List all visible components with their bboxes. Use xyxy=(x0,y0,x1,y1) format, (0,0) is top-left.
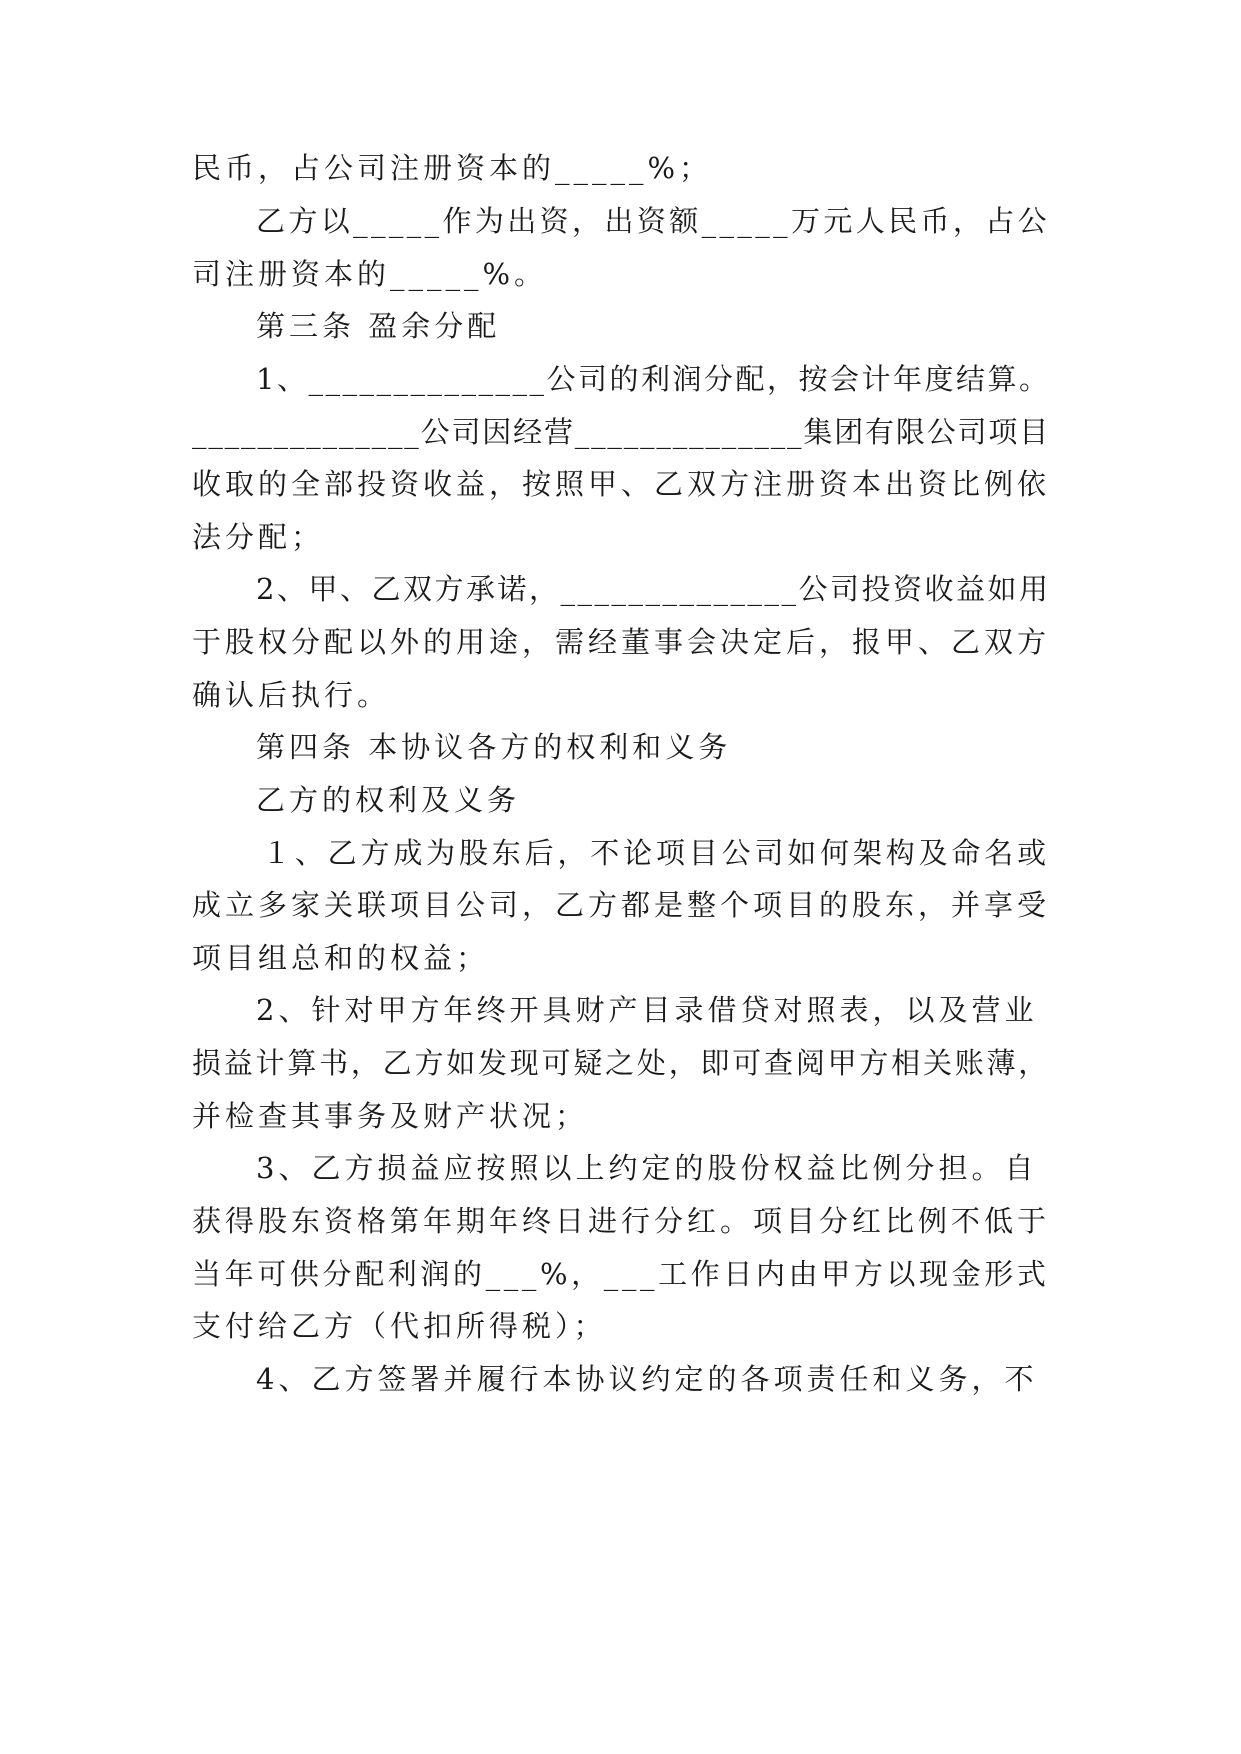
paragraph-line: 法分配； xyxy=(192,520,325,554)
paragraph-line: 当年可供分配利润的___%，___工作日内由甲方以现金形式 xyxy=(192,1257,1050,1291)
paragraph-line: 民币，占公司注册资本的_____%； xyxy=(192,151,713,185)
paragraph-line: 于股权分配以外的用途，需经董事会决定后，报甲、乙双方 xyxy=(192,625,1051,659)
paragraph-line: 3、乙方损益应按照以上约定的股份权益比例分担。自 xyxy=(256,1151,1038,1185)
section-heading: 乙方的权利及义务 xyxy=(256,783,521,817)
paragraph-line: 支付给乙方（代扣所得税）； xyxy=(192,1309,607,1343)
paragraph-line: 项目组总和的权益； xyxy=(192,941,490,975)
paragraph-line: 2、甲、乙双方承诺，______________公司投资收益如用 xyxy=(256,572,1051,606)
article-heading: 第三条 盈余分配 xyxy=(256,309,501,343)
paragraph-line: １、乙方成为股东后，不论项目公司如何架构及命名或 xyxy=(262,836,1050,870)
paragraph-line: 4、乙方签署并履行本协议约定的各项责任和义务，不 xyxy=(256,1362,1038,1396)
paragraph-line: 1、______________公司的利润分配，按会计年度结算。 xyxy=(256,362,1051,396)
paragraph-line: 收取的全部投资收益，按照甲、乙双方注册资本出资比例依 xyxy=(192,467,1051,501)
paragraph-line: 司注册资本的_____%。 xyxy=(192,257,548,291)
paragraph-line: 并检查其事务及财产状况； xyxy=(192,1099,589,1133)
paragraph-line: ______________公司因经营______________集团有限公司项目 xyxy=(192,415,1051,449)
article-heading: 第四条 本协议各方的权利和义务 xyxy=(256,730,732,764)
paragraph-line: 损益计算书，乙方如发现可疑之处，即可查阅甲方相关账薄， xyxy=(192,1046,1051,1080)
paragraph-line: 乙方以_____作为出资，出资额_____万元人民币，占公 xyxy=(256,204,1051,238)
paragraph-line: 成立多家关联项目公司，乙方都是整个项目的股东，并享受 xyxy=(192,888,1051,922)
paragraph-line: 确认后执行。 xyxy=(192,678,391,712)
paragraph-line: 获得股东资格第年期年终日进行分红。项目分红比例不低于 xyxy=(192,1204,1051,1238)
paragraph-line: 2、针对甲方年终开具财产目录借贷对照表，以及营业 xyxy=(256,993,1038,1027)
